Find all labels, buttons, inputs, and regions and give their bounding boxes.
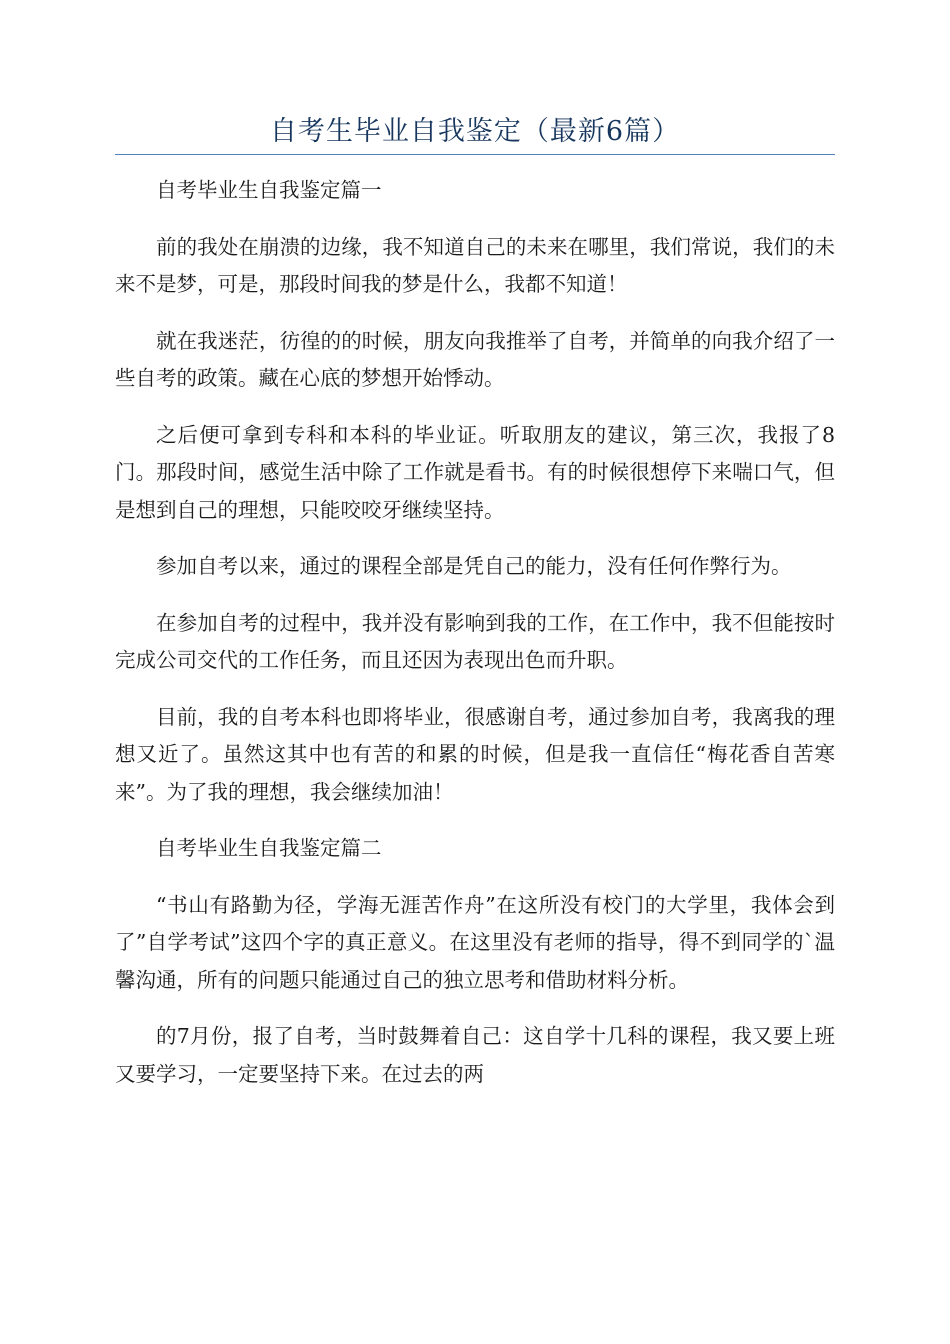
document-body (115, 172, 835, 1112)
paragraph: 就在我迷茫，彷徨的的时候，朋友向我推举了自考，并简单的向我介绍了一些自考的政策。藏在心底的梦想开始悸动。 (115, 328, 835, 390)
paragraph: 前的我处在崩溃的边缘，我不知道自己的未来在哪里，我们常说，我们的未来不是梦，可是，那段时间我的梦是什么，我都不知道！ (115, 234, 835, 296)
section-heading: 自考毕业生自我鉴定篇一 (156, 178, 382, 202)
title-divider (115, 154, 835, 155)
paragraph: 目前，我的自考本科也即将毕业，很感谢自考，通过参加自考，我离我的理想又近了。虽然这其中也有苦的和累的时候，但是我一直信任“梅花香自苦寒来”。为了我的理想，我会继续加油！ (115, 704, 835, 804)
section-heading: 自考毕业生自我鉴定篇二 (156, 836, 382, 860)
paragraph: 的7月份，报了自考，当时鼓舞着自己：这自学十几科的课程，我又要上班又要学习，一定要坚持下来。在过去的两 (115, 1024, 835, 1086)
paragraph: 参加自考以来，通过的课程全部是凭自己的能力，没有任何作弊行为。 (156, 554, 792, 578)
document-title: 自考生毕业自我鉴定（最新6篇） (269, 116, 681, 147)
paragraph: 之后便可拿到专科和本科的毕业证。听取朋友的建议，第三次，我报了8门。那段时间，感觉生活中除了工作就是看书。有的时候很想停下来喘口气，但是想到自己的理想，只能咬咬牙继续坚持。 (115, 422, 835, 522)
paragraph: 在参加自考的过程中，我并没有影响到我的工作，在工作中，我不但能按时完成公司交代的工作任务，而且还因为表现出色而升职。 (115, 610, 835, 672)
paragraph: “书山有路勤为径，学海无涯苦作舟”在这所没有校门的大学里，我体会到了”自学考试”这四个字的真正意义。在这里没有老师的指导，得不到同学的`温馨沟通，所有的问题只能通过自己的独立思考和借助材料分析。 (115, 892, 835, 992)
